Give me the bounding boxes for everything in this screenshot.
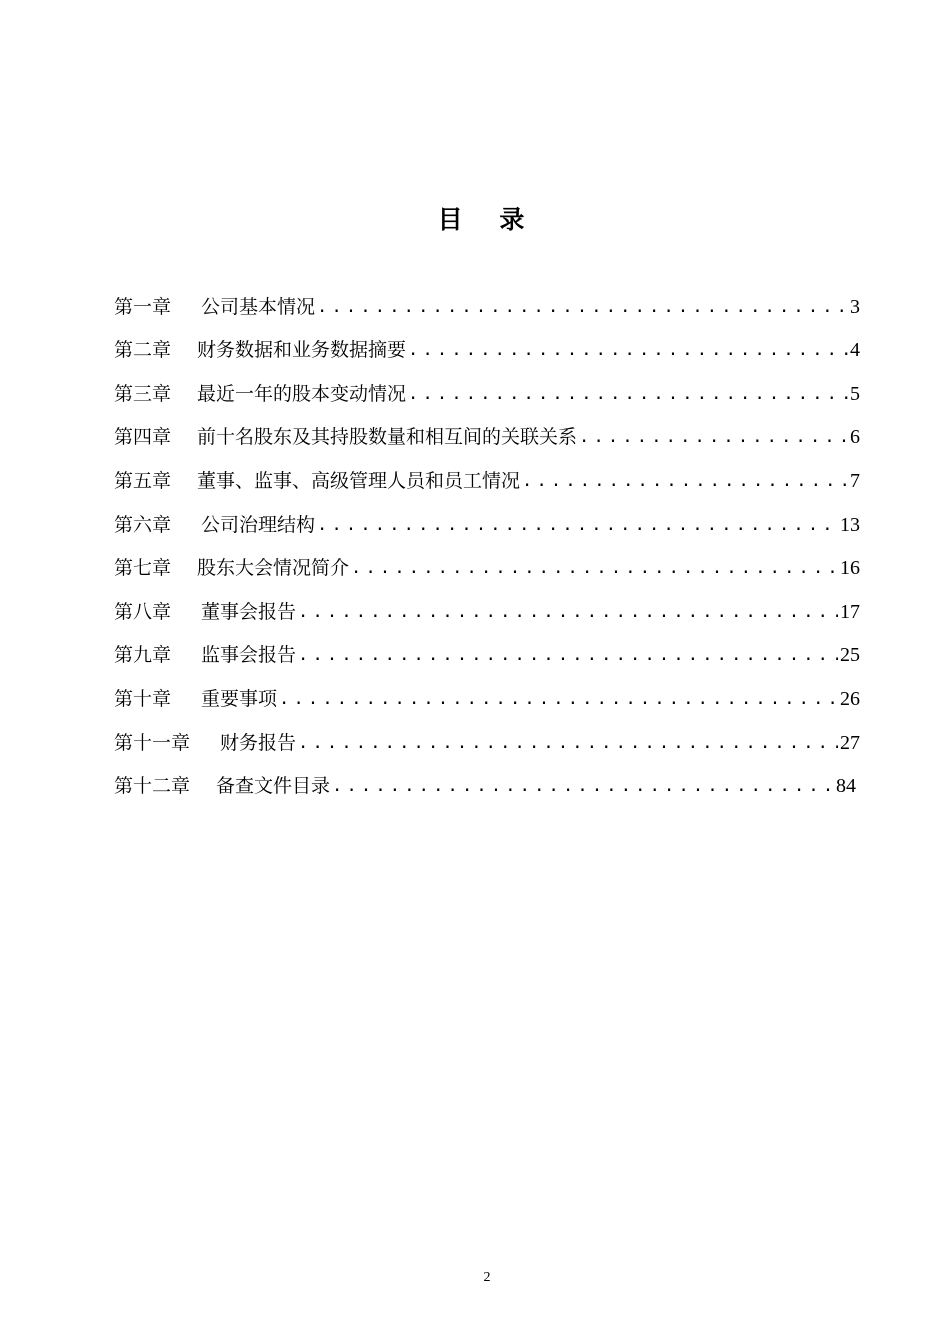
toc-entry-title: 监事会报告 [201,644,297,667]
toc-entry-leader [406,330,848,370]
toc-entry-chapter: 第五章 [114,469,172,492]
toc-entry-leader [406,374,848,414]
toc-entry-title: 公司基本情况 [201,295,316,318]
toc-entry-chapter: 第六章 [114,513,172,536]
toc-entry-leader [520,461,848,501]
toc-entry-page: 7 [850,469,860,492]
toc-entry-leader [296,635,838,675]
toc-entry[interactable] [114,763,860,807]
toc-entry-chapter: 第一章 [114,295,172,318]
toc-entry-title: 重要事项 [201,687,278,710]
toc-entry-leader [277,679,838,719]
toc-entry-chapter: 第七章 [114,557,172,580]
toc-entry-chapter: 第三章 [114,382,172,405]
toc-heading: 目 录 [437,205,539,234]
toc-entry-leader [296,592,838,632]
page-number: 2 [483,1270,491,1285]
toc-entry[interactable] [114,545,860,589]
toc-entry-page: 17 [840,600,860,623]
toc-entry[interactable] [114,457,860,501]
toc-entry[interactable] [114,414,860,458]
toc-entry[interactable] [114,327,860,371]
toc-entry-title: 财务报告 [220,731,297,754]
toc-entry-chapter: 第九章 [114,644,172,667]
toc-entry-title: 备查文件目录 [216,775,331,798]
toc-entry[interactable] [114,632,860,676]
toc-entry-page: 25 [840,644,860,667]
toc-entry-title: 财务数据和业务数据摘要 [197,339,407,362]
toc-entry-title: 董事会报告 [201,600,297,623]
toc-entry-chapter: 第十章 [114,687,172,710]
toc-entry-page: 13 [840,513,860,536]
toc-entry-leader [577,417,848,457]
toc-entry-leader [296,723,838,763]
toc-list [114,283,860,806]
toc-entry-title: 最近一年的股本变动情况 [197,382,407,405]
toc-entry-chapter: 第八章 [114,600,172,623]
toc-entry-leader [330,766,834,806]
toc-entry[interactable] [114,370,860,414]
toc-entry[interactable] [114,675,860,719]
toc-entry-page: 5 [850,382,860,405]
toc-entry[interactable] [114,588,860,632]
toc-entry[interactable] [114,501,860,545]
toc-entry-page: 26 [840,687,860,710]
toc-entry-leader [349,548,838,588]
toc-entry-chapter: 第四章 [114,426,172,449]
toc-entry-page: 16 [840,557,860,580]
toc-entry-page: 84 [836,775,856,798]
toc-entry-title: 股东大会情况简介 [197,557,350,580]
toc-entry-page: 6 [850,426,860,449]
toc-entry-title: 前十名股东及其持股数量和相互间的关联关系 [197,426,578,449]
toc-entry-title: 公司治理结构 [201,513,316,536]
toc-entry[interactable] [114,719,860,763]
toc-entry-page: 3 [850,295,860,318]
toc-entry-page: 27 [840,731,860,754]
toc-entry-chapter: 第二章 [114,339,172,362]
toc-entry-chapter: 第十一章 [114,731,191,754]
toc-entry-page: 4 [850,339,860,362]
toc-entry-chapter: 第十二章 [114,775,191,798]
toc-entry-leader [315,287,848,327]
toc-entry[interactable] [114,283,860,327]
toc-entry-title: 董事、监事、高级管理人员和员工情况 [197,469,521,492]
toc-entry-leader [315,505,838,545]
